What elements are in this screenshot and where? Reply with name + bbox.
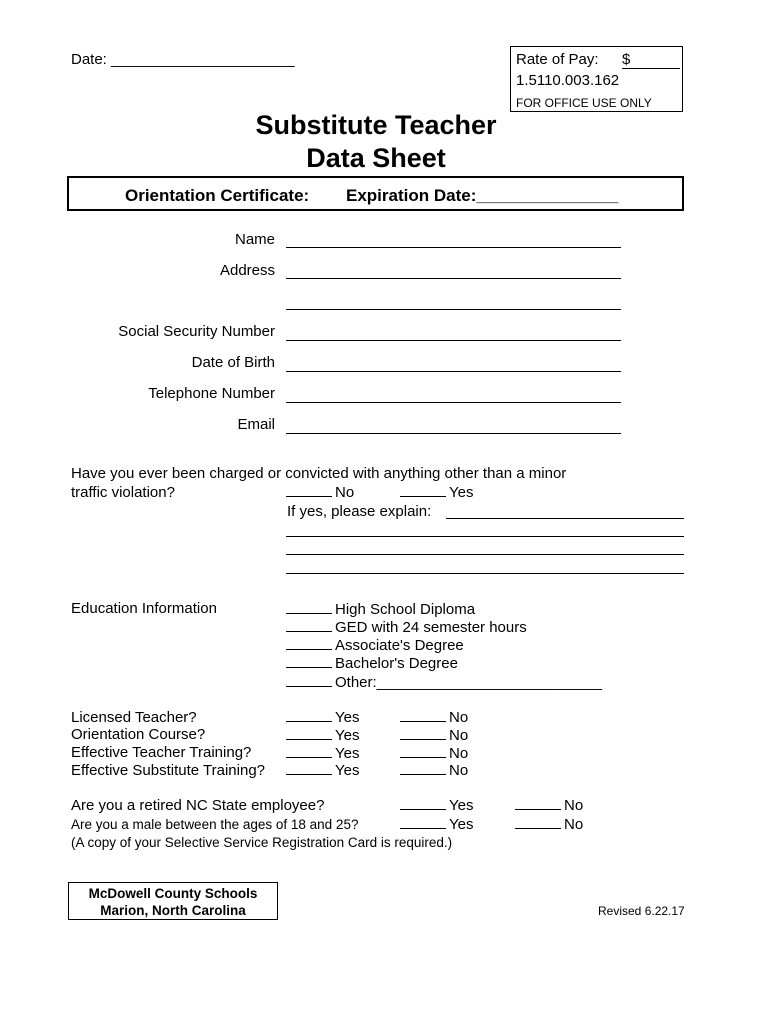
retired-yes-option[interactable]	[400, 796, 473, 814]
training-question: Effective Teacher Training?	[71, 744, 252, 761]
email-label: Email	[237, 416, 275, 433]
retired-question: Are you a retired NC State employee?	[71, 797, 325, 814]
substitute-training-no-option[interactable]	[400, 761, 468, 779]
rate-of-pay-label: Rate of Pay:	[516, 51, 599, 68]
conviction-question-line1: Have you ever been charged or convicted with anything other than a minor	[71, 465, 567, 482]
no-label: No	[564, 797, 584, 814]
explain-field-line3[interactable]	[286, 554, 684, 555]
education-option-associate[interactable]	[286, 636, 464, 654]
education-option-label: GED with 24 semester hours	[335, 619, 527, 636]
education-option-label: Bachelor's Degree	[335, 655, 458, 672]
selective-service-note: (A copy of your Selective Service Registration Card is required.)	[71, 835, 453, 850]
selective-yes-option[interactable]	[400, 815, 473, 833]
education-option-bachelor[interactable]	[286, 654, 458, 672]
conviction-yes-label: Yes	[449, 484, 474, 501]
education-option-hs[interactable]	[286, 600, 475, 618]
organization-name: McDowell County Schools	[88, 886, 258, 901]
orientation-no-option[interactable]	[400, 726, 468, 744]
orientation-certificate-label: Orientation Certificate:	[125, 186, 310, 205]
certificate-box	[67, 176, 684, 211]
pay-code: 1.5110.003.162	[516, 72, 620, 89]
education-option-other[interactable]	[286, 673, 602, 691]
yes-label: Yes	[335, 745, 360, 762]
date-label: Date: ______________________	[71, 51, 295, 68]
training-question: Licensed Teacher?	[71, 709, 197, 726]
explain-field-line2[interactable]	[286, 536, 684, 537]
name-field[interactable]	[286, 247, 621, 248]
ssn-label: Social Security Number	[118, 323, 275, 340]
explain-field-line4[interactable]	[286, 573, 684, 574]
pay-currency: $	[622, 51, 631, 68]
expiration-date-label: Expiration Date:_______________	[346, 186, 619, 205]
address-label: Address	[219, 262, 275, 279]
yes-label: Yes	[335, 709, 360, 726]
office-use-box	[510, 46, 683, 112]
address-field-line2[interactable]	[286, 309, 621, 310]
training-question: Orientation Course?	[71, 726, 206, 743]
name-label: Name	[234, 231, 275, 248]
conviction-no-label: No	[335, 484, 355, 501]
licensed-no-option[interactable]	[400, 708, 468, 726]
orientation-yes-option[interactable]	[286, 726, 359, 744]
page-title-line2: Data Sheet	[306, 143, 446, 173]
page-title-line1: Substitute Teacher	[255, 110, 497, 140]
yes-label: Yes	[449, 816, 474, 833]
yes-label: Yes	[335, 727, 360, 744]
organization-location: Marion, North Carolina	[100, 903, 246, 918]
phone-label: Telephone Number	[148, 385, 275, 402]
explain-field-line1[interactable]	[446, 518, 684, 519]
yes-label: Yes	[449, 797, 474, 814]
education-label: Education Information	[71, 600, 217, 617]
yes-label: Yes	[335, 762, 360, 779]
office-use-label: FOR OFFICE USE ONLY	[516, 96, 652, 110]
licensed-yes-option[interactable]	[286, 708, 359, 726]
address-field-line1[interactable]	[286, 278, 621, 279]
conviction-no-option[interactable]	[286, 483, 354, 501]
no-label: No	[449, 727, 469, 744]
phone-field[interactable]	[286, 402, 621, 403]
conviction-question-line2: traffic violation?	[71, 484, 175, 501]
conviction-yes-option[interactable]	[400, 483, 473, 501]
no-label: No	[564, 816, 584, 833]
education-option-ged[interactable]	[286, 618, 527, 636]
teacher-training-yes-option[interactable]	[286, 744, 359, 762]
ssn-field[interactable]	[286, 340, 621, 341]
education-option-label: Associate's Degree	[335, 637, 464, 654]
teacher-training-no-option[interactable]	[400, 744, 468, 762]
no-label: No	[449, 762, 469, 779]
selective-no-option[interactable]	[515, 815, 583, 833]
education-option-label: High School Diploma	[335, 601, 476, 618]
revised-date: Revised 6.22.17	[598, 904, 685, 918]
education-option-label: Other:___________________________	[335, 674, 602, 691]
email-field[interactable]	[286, 433, 621, 434]
no-label: No	[449, 745, 469, 762]
dob-label: Date of Birth	[191, 354, 275, 371]
no-label: No	[449, 709, 469, 726]
dob-field[interactable]	[286, 371, 621, 372]
training-question: Effective Substitute Training?	[71, 762, 266, 779]
organization-box	[68, 882, 278, 920]
substitute-training-yes-option[interactable]	[286, 761, 359, 779]
explain-label: If yes, please explain:	[287, 503, 432, 520]
pay-amount-line[interactable]	[622, 68, 680, 69]
selective-service-question: Are you a male between the ages of 18 and 25?	[71, 817, 359, 832]
retired-no-option[interactable]	[515, 796, 583, 814]
